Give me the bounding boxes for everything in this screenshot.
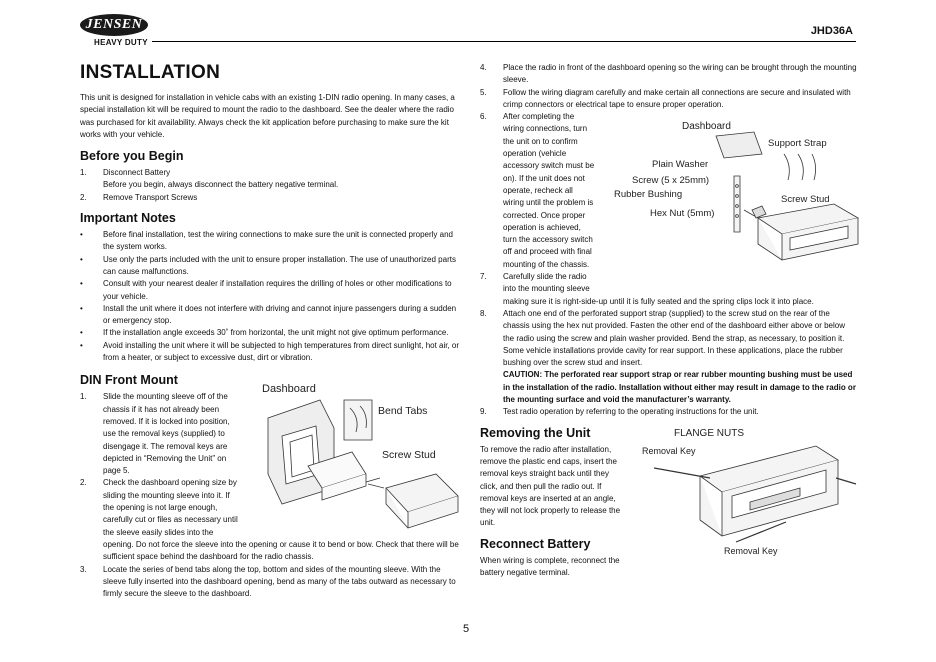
before-item: 2. Remove Transport Screws bbox=[80, 192, 198, 202]
din-heading: DIN Front Mount bbox=[80, 373, 178, 388]
screw-hardware-drawing bbox=[744, 206, 766, 218]
notes-heading: Important Notes bbox=[80, 211, 176, 226]
model-number: JHD36A bbox=[810, 25, 853, 37]
fig3-removal-key-top-label: Removal Key bbox=[642, 446, 696, 456]
din-step: 1. Slide the mounting sleeve off of the chassis if it has not already been removed. If it is locked into position, use the removal keys (supplied) to disengage it. The removal keys are depicted in “Removing the Unit” on page 5. bbox=[80, 392, 230, 476]
before-heading: Before you Begin bbox=[80, 149, 184, 164]
install-step: 5. Follow the wiring diagram carefully and make certain all connections are secure and insulated with crimp connectors or electrical tape to ensure proper operation. bbox=[480, 87, 851, 109]
note-bullet: • If the installation angle exceeds 30˚ from horizontal, the unit might not give optimum performance. bbox=[80, 328, 449, 338]
fig1-bend-tabs-label: Bend Tabs bbox=[378, 405, 428, 417]
bend-tabs-drawing bbox=[344, 400, 372, 440]
din-step: 2. Check the dashboard opening size by sliding the mounting sleeve into it. If the opening is not large enough, carefully cut or files as necessary until the sleeve easily slides into the opening. Do not force the sleeve into the opening or cause it to bend or bow. Check that there will be sufficient space behind the dashboard for the radio chassis. bbox=[80, 478, 459, 562]
din-step: 3. Locate the series of bend tabs along the top, bottom and sides of the mounting sleeve. With the sleeve fully inserted into the dashboard opening, bend as many of the tabs outward as necessary to firmly secure the sleeve to the dashboard. bbox=[80, 564, 456, 599]
reconnect-text: When wiring is complete, reconnect the battery negative terminal. bbox=[480, 555, 620, 577]
install-step: 7. Carefully slide the radio into the mounting sleeve bbox=[480, 272, 590, 294]
dashboard-panel-drawing bbox=[716, 132, 762, 158]
page-title: INSTALLATION bbox=[80, 62, 221, 83]
fig2-plain-washer-label: Plain Washer bbox=[652, 159, 709, 170]
install-step: 9. Test radio operation by referring to the operating instructions for the unit. bbox=[480, 407, 759, 417]
caution-text: CAUTION: The perforated rear support strap or rear rubber mounting bushing must be used in the installation of the radio. Installation without either may result in damage to the radio or the mounting surface and void the manufacturer’s warranty. bbox=[503, 370, 856, 405]
fig2-dashboard-label: Dashboard bbox=[682, 121, 731, 132]
removal-keys-figure bbox=[640, 424, 862, 562]
install-step: 8. Attach one end of the perforated support strap (supplied) to the screw stud on the rear of the chassis using the hex nut provided. Fasten the other end of the dashboard either above or below the radio using the screw and plain washer provided. Bend the strap, as necessary, to position it. Some vehicle installations provide cavity for rear support. In these applications, place the rubber bushing over the screw stud and insert. CAUTION: The perforated rear support strap or rear rubber mounting bushing must be used in the installation of the radio. Installation without either may result in damage to the radio or the mounting surface and void the manufacturer’s warranty. bbox=[480, 308, 857, 406]
fig1-dashboard-label: Dashboard bbox=[262, 383, 316, 395]
note-bullet: • Install the unit where it does not interfere with driving and cannot injure passengers during a sudden or emergency stop. bbox=[80, 303, 457, 326]
fig3-removal-key-bottom-label: Removal Key bbox=[724, 546, 778, 556]
before-item: 1. Disconnect Battery bbox=[80, 168, 171, 178]
radio-chassis-drawing bbox=[368, 474, 458, 528]
fig3-flange-nuts-label: FLANGE NUTS bbox=[674, 428, 745, 439]
fig2-screw-label: Screw (5 x 25mm) bbox=[632, 175, 710, 186]
screw-stud-pointer bbox=[366, 478, 380, 482]
note-bullet: • Consult with your nearest dealer if installation requires the drilling of holes or other modifications to your vehicle. bbox=[80, 279, 452, 301]
page-number: 5 bbox=[463, 623, 470, 635]
din-mount-figure bbox=[260, 378, 460, 546]
fig2-support-strap-label: Support Strap bbox=[768, 138, 827, 149]
fig2-screw-stud-label: Screw Stud bbox=[781, 194, 830, 205]
removing-text: To remove the radio after installation, remove the plastic end caps, insert the removal keys straight back until they click, and then pull the radio out. If removal keys are inserted at an angle, they will not lock properly to release the unit. bbox=[480, 444, 621, 528]
note-bullet: • Before final installation, test the wiring connections to make sure the unit is connected properly and the system works. bbox=[80, 230, 453, 252]
fig2-hex-nut-label: Hex Nut (5mm) bbox=[650, 208, 715, 219]
fig2-rubber-bushing-label: Rubber Bushing bbox=[614, 189, 683, 200]
jensen-logo bbox=[80, 14, 150, 48]
install-step: 6. After completing the wiring connections, turn the unit on to confirm operation (vehicle accessory switch must be on). If the unit does not operate, recheck all wiring until the problem is corrected. Once proper operation is achieved, turn the accessory switch off and proceed with final mounting of the chassis. bbox=[480, 112, 595, 269]
step7-continued: making sure it is right-side-up until it is fully seated and the spring clips lock it into place. bbox=[503, 296, 814, 306]
radio-unit-drawing bbox=[758, 204, 858, 260]
radio-front-drawing bbox=[700, 446, 838, 536]
intro-paragraph: This unit is designed for installation in vehicle cabs with an existing 1-DIN radio opening. In many cases, a special installation kit will be required to mount the radio to the dashboard. See the dealer where the radio was purchased for kit availability. Always check the kit application before purchasing to make sure the kit works with your vehicle. bbox=[80, 93, 455, 139]
logo-wordmark: JENSEN bbox=[80, 14, 148, 36]
note-bullet: • Use only the parts included with the unit to ensure proper installation. The use of unauthorized parts can cause malfunctions. bbox=[80, 254, 456, 276]
logo-subtitle: HEAVY DUTY bbox=[94, 38, 148, 47]
support-strap-figure bbox=[612, 114, 862, 264]
fig1-screw-stud-label: Screw Stud bbox=[382, 449, 436, 461]
reconnect-heading: Reconnect Battery bbox=[480, 536, 591, 551]
removing-heading: Removing the Unit bbox=[480, 425, 591, 440]
install-step: 4. Place the radio in front of the dashboard opening so the wiring can be brought through the mounting sleeve. bbox=[480, 63, 857, 85]
header-rule bbox=[152, 41, 856, 42]
before-note: Before you begin, always disconnect the battery negative terminal. bbox=[103, 180, 339, 190]
note-bullet: • Avoid installing the unit where it will be subjected to high temperatures from direct sunlight, hot air, or from a heater, or subject to excessive dust, dirt or vibration. bbox=[80, 340, 460, 363]
